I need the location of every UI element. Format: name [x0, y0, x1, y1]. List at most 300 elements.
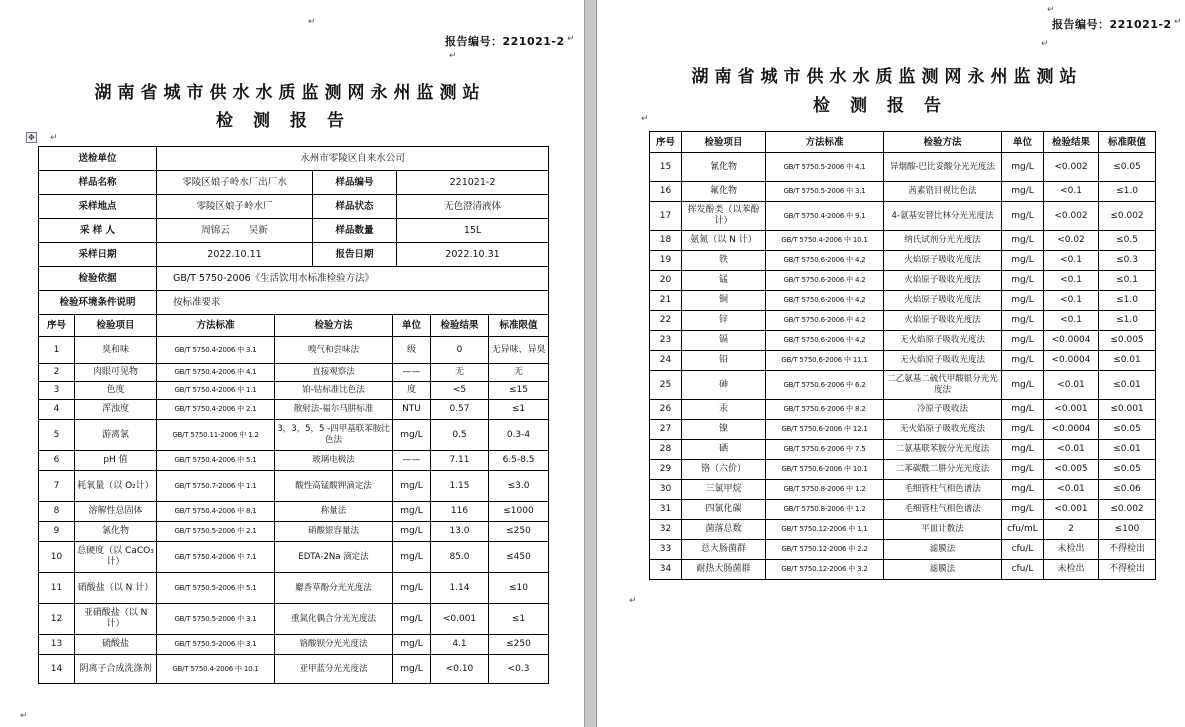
row-no: 2: [39, 364, 75, 382]
table-row: [650, 480, 1156, 500]
row-standard: GB/T 5750.6-2006 中 6.2: [766, 371, 884, 400]
row-unit: mg/L: [1002, 420, 1044, 440]
row-item: 铬（六价）: [682, 460, 766, 480]
sampling-date-value: 2022.10.11: [157, 243, 313, 267]
report-title-p2: 湖南省城市供水水质监测网永州监测站: [691, 67, 1083, 87]
row-limit: ≤1: [489, 604, 549, 635]
table-row: [650, 500, 1156, 520]
row-result: 0: [431, 337, 489, 364]
row-no: 18: [650, 231, 682, 251]
col-header-method: 检验方法: [884, 132, 1002, 153]
row-method: 二苯碳酰二肼分光光度法: [884, 460, 1002, 480]
row-unit: mg/L: [1002, 153, 1044, 182]
row-method: 火焰原子吸收光度法: [884, 251, 1002, 271]
table-row: [39, 337, 549, 364]
table-row: [39, 382, 549, 400]
table-row: [39, 471, 549, 502]
row-no: 11: [39, 573, 75, 604]
row-standard: GB/T 5750.4-2006 中 9.1: [766, 202, 884, 231]
table-row: [650, 202, 1156, 231]
sample-no-value: 221021-2: [397, 171, 549, 195]
row-unit: mg/L: [1002, 202, 1044, 231]
row-unit: cfu/L: [1002, 560, 1044, 580]
row-result: 1.14: [431, 573, 489, 604]
sample-name-label: 样品名称: [39, 171, 157, 195]
row-standard: GB/T 5750.8-2006 中 1.2: [766, 480, 884, 500]
report-date-label: 报告日期: [313, 243, 397, 267]
row-limit: ≤1.0: [1099, 291, 1156, 311]
row-no: 4: [39, 400, 75, 420]
row-item: 锌: [682, 311, 766, 331]
table-row: [650, 400, 1156, 420]
row-no: 16: [650, 182, 682, 202]
row-item: 肉眼可见物: [75, 364, 157, 382]
row-item: 铅: [682, 351, 766, 371]
row-result: <0.1: [1044, 311, 1099, 331]
row-standard: GB/T 5750.5-2006 中 2.1: [157, 522, 275, 542]
row-unit: mg/L: [1002, 331, 1044, 351]
row-limit: ≤450: [489, 542, 549, 573]
client-value: 永州市零陵区自来水公司: [157, 147, 549, 171]
row-result: <0.0004: [1044, 420, 1099, 440]
row-method: 毛细管柱气相色谱法: [884, 500, 1002, 520]
row-limit: ≤0.05: [1099, 460, 1156, 480]
row-unit: mg/L: [1002, 182, 1044, 202]
row-standard: GB/T 5750.6-2006 中 7.5: [766, 440, 884, 460]
row-unit: mg/L: [393, 542, 431, 573]
row-item: 臭和味: [75, 337, 157, 364]
row-no: 1: [39, 337, 75, 364]
table-row: [650, 371, 1156, 400]
row-limit: ≤0.3: [1099, 251, 1156, 271]
row-result: 未检出: [1044, 540, 1099, 560]
paragraph-mark: ↵: [449, 51, 457, 61]
col-header-limit: 标准限值: [1099, 132, 1156, 153]
table-row: [650, 420, 1156, 440]
quantity-label: 样品数量: [313, 219, 397, 243]
col-header-result: 检验结果: [1044, 132, 1099, 153]
table-header-row: [650, 132, 1156, 153]
page-gutter: [584, 0, 597, 727]
row-no: 19: [650, 251, 682, 271]
sample-no-label: 样品编号: [313, 171, 397, 195]
row-item: 耐热大肠菌群: [682, 560, 766, 580]
row-unit: cfu/L: [1002, 540, 1044, 560]
row-result: <0.10: [431, 655, 489, 684]
col-header-no: 序号: [39, 315, 75, 337]
row-standard: GB/T 5750.6-2006 中 4.2: [766, 331, 884, 351]
row-standard: GB/T 5750.6-2006 中 11.1: [766, 351, 884, 371]
row-standard: GB/T 5750.6-2006 中 12.1: [766, 420, 884, 440]
row-result: <0.1: [1044, 251, 1099, 271]
env-condition-value: 按标准要求: [157, 291, 549, 315]
row-limit: ≤10: [489, 573, 549, 604]
paragraph-mark: ↵: [308, 17, 316, 27]
quantity-value: 15L: [397, 219, 549, 243]
row-no: 22: [650, 311, 682, 331]
table-row: [650, 271, 1156, 291]
row-no: 31: [650, 500, 682, 520]
row-method: 纳氏试剂分光光度法: [884, 231, 1002, 251]
row-no: 7: [39, 471, 75, 502]
table-row: [650, 351, 1156, 371]
row-standard: GB/T 5750.5-2006 中 3.1: [766, 182, 884, 202]
row-item: 氟化物: [682, 182, 766, 202]
table-row: [39, 451, 549, 471]
row-result: 85.0: [431, 542, 489, 573]
row-limit: ≤1: [489, 400, 549, 420]
row-item: 总硬度（以 CaCO₃计）: [75, 542, 157, 573]
paragraph-mark: ↵: [1047, 5, 1055, 15]
row-standard: GB/T 5750.4-2006 中 3.1: [157, 337, 275, 364]
row-result: 0.5: [431, 420, 489, 451]
table-row: [39, 655, 549, 684]
row-unit: ——: [393, 364, 431, 382]
paragraph-mark: ↵: [1174, 17, 1182, 27]
paragraph-mark: ↵: [629, 596, 637, 606]
table-row: [39, 502, 549, 522]
row-no: 24: [650, 351, 682, 371]
row-unit: mg/L: [393, 635, 431, 655]
row-result: <0.01: [1044, 480, 1099, 500]
row-limit: ≤3.0: [489, 471, 549, 502]
row-no: 26: [650, 400, 682, 420]
row-no: 23: [650, 331, 682, 351]
row-unit: mg/L: [1002, 231, 1044, 251]
row-standard: GB/T 5750.6-2006 中 8.2: [766, 400, 884, 420]
sample-info-table: [38, 146, 549, 315]
row-unit: 度: [393, 382, 431, 400]
report-date-value: 2022.10.31: [397, 243, 549, 267]
row-limit: ≤1000: [489, 502, 549, 522]
row-limit: ≤0.002: [1099, 202, 1156, 231]
row-unit: cfu/mL: [1002, 520, 1044, 540]
row-item: 氰化物: [682, 153, 766, 182]
table-row: [39, 420, 549, 451]
row-result: <0.002: [1044, 202, 1099, 231]
row-method: 铂-钴标准比色法: [275, 382, 393, 400]
client-label: 送检单位: [39, 147, 157, 171]
sampling-date-label: 采样日期: [39, 243, 157, 267]
table-move-handle-icon[interactable]: ✥: [26, 132, 37, 143]
row-result: 116: [431, 502, 489, 522]
row-limit: ≤100: [1099, 520, 1156, 540]
table-row: [650, 182, 1156, 202]
table-row: [650, 331, 1156, 351]
row-item: 氨氮（以 N 计）: [682, 231, 766, 251]
row-limit: ≤0.5: [1099, 231, 1156, 251]
row-item: 镉: [682, 331, 766, 351]
row-no: 30: [650, 480, 682, 500]
row-no: 15: [650, 153, 682, 182]
paragraph-mark: ↵: [50, 133, 58, 143]
row-result: <0.0004: [1044, 351, 1099, 371]
row-standard: GB/T 5750.12-2006 中 3.2: [766, 560, 884, 580]
row-item: 菌落总数: [682, 520, 766, 540]
row-method: 硝酸银容量法: [275, 522, 393, 542]
row-result: 未检出: [1044, 560, 1099, 580]
row-standard: GB/T 5750.6-2006 中 4.2: [766, 251, 884, 271]
row-limit: ≤0.05: [1099, 153, 1156, 182]
row-method: 铬酸钡分光光度法: [275, 635, 393, 655]
table-row: [650, 231, 1156, 251]
row-method: 冷原子吸收法: [884, 400, 1002, 420]
row-unit: NTU: [393, 400, 431, 420]
location-value: 零陵区娘子岭水厂: [157, 195, 313, 219]
row-method: 滤膜法: [884, 560, 1002, 580]
row-no: 29: [650, 460, 682, 480]
row-standard: GB/T 5750.8-2006 中 1.2: [766, 500, 884, 520]
row-limit: ≤0.01: [1099, 351, 1156, 371]
row-method: 茜素锆目视比色法: [884, 182, 1002, 202]
basis-label: 检验依据: [39, 267, 157, 291]
row-no: 32: [650, 520, 682, 540]
row-result: <0.02: [1044, 231, 1099, 251]
row-no: 10: [39, 542, 75, 573]
row-unit: mg/L: [1002, 311, 1044, 331]
row-limit: ≤0.002: [1099, 500, 1156, 520]
table-row: [39, 364, 549, 382]
paragraph-mark: ↵: [641, 114, 649, 124]
row-result: <0.01: [1044, 371, 1099, 400]
results-table-page-1: [38, 314, 549, 684]
col-header-item: 检验项目: [75, 315, 157, 337]
row-standard: GB/T 5750.6-2006 中 4.2: [766, 271, 884, 291]
col-header-unit: 单位: [393, 315, 431, 337]
row-limit: ≤0.1: [1099, 271, 1156, 291]
table-row: [650, 440, 1156, 460]
report-number-p2: 报告编号：221021-2: [1052, 18, 1172, 31]
row-result: 7.11: [431, 451, 489, 471]
row-no: 6: [39, 451, 75, 471]
row-method: 4-氨基安替比林分光光度法: [884, 202, 1002, 231]
table-row: [39, 604, 549, 635]
row-limit: 0.3-4: [489, 420, 549, 451]
row-item: 铜: [682, 291, 766, 311]
row-no: 9: [39, 522, 75, 542]
results-table-page-2: [649, 131, 1156, 580]
row-no: 12: [39, 604, 75, 635]
row-standard: GB/T 5750.6-2006 中 10.1: [766, 460, 884, 480]
table-row: [39, 400, 549, 420]
paragraph-mark: ↵: [567, 34, 575, 44]
table-row: [39, 522, 549, 542]
row-limit: <0.3: [489, 655, 549, 684]
row-item: 挥发酚类（以苯酚计）: [682, 202, 766, 231]
table-row: [39, 542, 549, 573]
row-item: 阴离子合成洗涤剂: [75, 655, 157, 684]
report-subtitle: 检测报告: [216, 111, 364, 131]
row-method: 散射法-福尔马肼标准: [275, 400, 393, 420]
row-standard: GB/T 5750.4-2006 中 10.1: [157, 655, 275, 684]
row-no: 8: [39, 502, 75, 522]
row-standard: GB/T 5750.5-2006 中 4.1: [766, 153, 884, 182]
row-result: 0.57: [431, 400, 489, 420]
row-unit: mg/L: [393, 604, 431, 635]
row-result: <0.1: [1044, 291, 1099, 311]
row-limit: 不得检出: [1099, 560, 1156, 580]
row-method: 酸性高锰酸钾滴定法: [275, 471, 393, 502]
row-result: 13.0: [431, 522, 489, 542]
row-standard: GB/T 5750.4-2006 中 5.1: [157, 451, 275, 471]
row-method: 亚甲蓝分光光度法: [275, 655, 393, 684]
row-item: pH 值: [75, 451, 157, 471]
row-item: 游离氯: [75, 420, 157, 451]
row-item: 铁: [682, 251, 766, 271]
sample-name-value: 零陵区娘子岭水厂出厂水: [157, 171, 313, 195]
row-unit: mg/L: [1002, 271, 1044, 291]
table-row: [39, 635, 549, 655]
row-standard: GB/T 5750.11-2006 中 1.2: [157, 420, 275, 451]
col-header-item: 检验项目: [682, 132, 766, 153]
row-method: 麝香草酚分光光度法: [275, 573, 393, 604]
row-unit: mg/L: [393, 573, 431, 604]
row-method: 毛细管柱气相色谱法: [884, 480, 1002, 500]
col-header-standard: 方法标准: [766, 132, 884, 153]
row-method: 称量法: [275, 502, 393, 522]
row-result: <0.01: [1044, 440, 1099, 460]
table-row: [39, 573, 549, 604]
row-standard: GB/T 5750.12-2006 中 2.2: [766, 540, 884, 560]
row-unit: mg/L: [1002, 480, 1044, 500]
row-item: 色度: [75, 382, 157, 400]
table-row: [650, 520, 1156, 540]
row-limit: 不得检出: [1099, 540, 1156, 560]
table-header-row: [39, 315, 549, 337]
row-result: <5: [431, 382, 489, 400]
row-unit: mg/L: [1002, 251, 1044, 271]
row-standard: GB/T 5750.7-2006 中 1.1: [157, 471, 275, 502]
row-no: 20: [650, 271, 682, 291]
row-method: 无火焰原子吸收光度法: [884, 351, 1002, 371]
row-unit: mg/L: [1002, 460, 1044, 480]
row-item: 汞: [682, 400, 766, 420]
row-item: 四氯化碳: [682, 500, 766, 520]
row-limit: ≤250: [489, 635, 549, 655]
row-result: <0.001: [1044, 400, 1099, 420]
row-limit: ≤0.06: [1099, 480, 1156, 500]
row-standard: GB/T 5750.4-2006 中 7.1: [157, 542, 275, 573]
basis-value: GB/T 5750-2006《生活饮用水标准检验方法》: [157, 267, 549, 291]
row-no: 33: [650, 540, 682, 560]
row-no: 5: [39, 420, 75, 451]
row-method: 无火焰原子吸收光度法: [884, 420, 1002, 440]
row-result: <0.0004: [1044, 331, 1099, 351]
row-standard: GB/T 5750.5-2006 中 3.1: [157, 635, 275, 655]
col-header-standard: 方法标准: [157, 315, 275, 337]
row-limit: ≤1.0: [1099, 182, 1156, 202]
row-result: <0.1: [1044, 271, 1099, 291]
row-unit: mg/L: [1002, 400, 1044, 420]
row-method: 直接观察法: [275, 364, 393, 382]
report-page-1: [0, 0, 584, 727]
row-unit: mg/L: [1002, 291, 1044, 311]
row-method: 平皿计数法: [884, 520, 1002, 540]
row-limit: ≤250: [489, 522, 549, 542]
row-unit: mg/L: [393, 522, 431, 542]
row-standard: GB/T 5750.4-2006 中 4.1: [157, 364, 275, 382]
row-standard: GB/T 5750.4-2006 中 2.1: [157, 400, 275, 420]
row-limit: 6.5-8.5: [489, 451, 549, 471]
row-limit: ≤0.05: [1099, 420, 1156, 440]
row-method: 嗅气和尝味法: [275, 337, 393, 364]
row-unit: mg/L: [393, 502, 431, 522]
row-result: <0.1: [1044, 182, 1099, 202]
row-item: 浑浊度: [75, 400, 157, 420]
row-item: 亚硝酸盐（以 N 计）: [75, 604, 157, 635]
row-standard: GB/T 5750.4-2006 中 1.1: [157, 382, 275, 400]
row-item: 锰: [682, 271, 766, 291]
row-no: 27: [650, 420, 682, 440]
row-limit: ≤0.001: [1099, 400, 1156, 420]
row-standard: GB/T 5750.6-2006 中 4.2: [766, 291, 884, 311]
table-row: [650, 291, 1156, 311]
row-standard: GB/T 5750.6-2006 中 4.2: [766, 311, 884, 331]
row-result: 1.15: [431, 471, 489, 502]
status-value: 无色澄清液体: [397, 195, 549, 219]
table-row: [650, 311, 1156, 331]
row-no: 25: [650, 371, 682, 400]
row-result: <0.001: [1044, 500, 1099, 520]
row-unit: mg/L: [1002, 500, 1044, 520]
row-item: 耗氧量（以 O₂计）: [75, 471, 157, 502]
col-header-result: 检验结果: [431, 315, 489, 337]
row-no: 17: [650, 202, 682, 231]
table-row: [650, 460, 1156, 480]
row-method: 火焰原子吸收光度法: [884, 311, 1002, 331]
row-standard: GB/T 5750.5-2006 中 5.1: [157, 573, 275, 604]
row-standard: GB/T 5750.4-2006 中 10.1: [766, 231, 884, 251]
row-method: 无火焰原子吸收光度法: [884, 331, 1002, 351]
row-item: 镍: [682, 420, 766, 440]
row-limit: 无异味、异臭: [489, 337, 549, 364]
row-method: 玻璃电极法: [275, 451, 393, 471]
row-method: 火焰原子吸收光度法: [884, 291, 1002, 311]
row-method: 滤膜法: [884, 540, 1002, 560]
row-method: 异烟酸-巴比妥酸分光光度法: [884, 153, 1002, 182]
row-no: 34: [650, 560, 682, 580]
row-result: 无: [431, 364, 489, 382]
row-unit: ——: [393, 451, 431, 471]
col-header-no: 序号: [650, 132, 682, 153]
row-unit: mg/L: [393, 420, 431, 451]
row-no: 13: [39, 635, 75, 655]
report-number: 报告编号：221021-2: [445, 35, 565, 48]
row-result: 2: [1044, 520, 1099, 540]
col-header-method: 检验方法: [275, 315, 393, 337]
row-result: <0.005: [1044, 460, 1099, 480]
row-limit: ≤0.005: [1099, 331, 1156, 351]
table-row: [650, 560, 1156, 580]
table-row: [650, 540, 1156, 560]
row-item: 三氯甲烷: [682, 480, 766, 500]
row-item: 总大肠菌群: [682, 540, 766, 560]
row-result: <0.002: [1044, 153, 1099, 182]
row-limit: ≤0.01: [1099, 371, 1156, 400]
paragraph-mark: ↵: [20, 711, 28, 721]
row-method: 二氨基联苯胺分光光度法: [884, 440, 1002, 460]
row-method: EDTA-2Na 滴定法: [275, 542, 393, 573]
row-limit: 无: [489, 364, 549, 382]
row-item: 硝酸盐（以 N 计）: [75, 573, 157, 604]
row-limit: ≤1.0: [1099, 311, 1156, 331]
row-unit: mg/L: [393, 471, 431, 502]
row-no: 28: [650, 440, 682, 460]
row-no: 3: [39, 382, 75, 400]
row-standard: GB/T 5750.5-2006 中 3.1: [157, 604, 275, 635]
row-method: 重氮化偶合分光光度法: [275, 604, 393, 635]
row-item: 溶解性总固体: [75, 502, 157, 522]
